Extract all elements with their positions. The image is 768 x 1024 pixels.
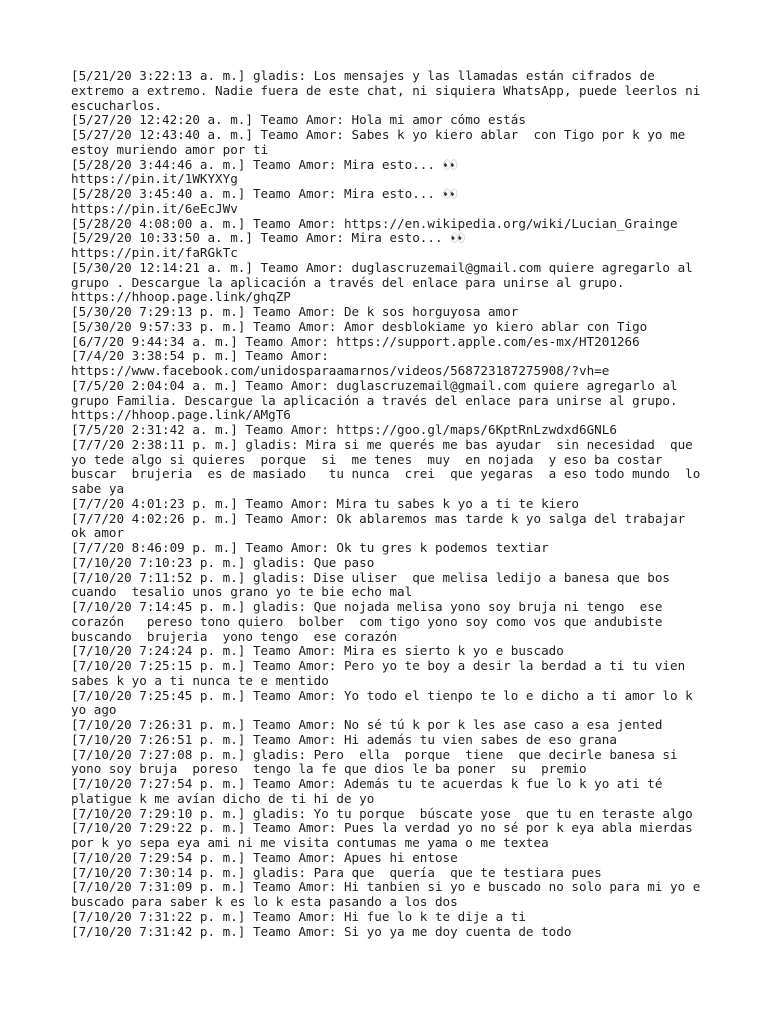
transcript-line: [7/10/20 7:27:08 p. m.] gladis: Pero ella porque tiene que decirle banesa si	[71, 746, 678, 762]
transcript-line: [5/28/20 4:08:00 a. m.] Teamo Amor: https://en.wikipedia.org/wiki/Lucian_Grainge	[71, 215, 678, 231]
transcript-line: platigue k me avían dicho de ti hi de yo	[71, 790, 375, 806]
transcript-line: [7/10/20 7:29:54 p. m.] Teamo Amor: Apues hi entose	[71, 849, 458, 865]
transcript-line: [7/10/20 7:29:10 p. m.] gladis: Yo tu porque búscate yose que tu en teraste algo	[71, 805, 693, 821]
transcript-line: [7/10/20 7:30:14 p. m.] gladis: Para que quería que te testiara pues	[71, 864, 602, 880]
transcript-line: estoy muriendo amor por ti	[71, 141, 269, 157]
transcript-line: https://hhoop.page.link/ghqZP	[71, 289, 291, 305]
transcript-line: [7/7/20 2:38:11 p. m.] gladis: Mira si me querés me bas ayudar sin necesidad que	[71, 436, 693, 452]
transcript-line: [7/7/20 4:01:23 p. m.] Teamo Amor: Mira tu sabes k yo a ti te kiero	[71, 495, 579, 511]
transcript-line: [7/4/20 3:38:54 p. m.] Teamo Amor:	[71, 348, 329, 364]
transcript-line: https://hhoop.page.link/AMgT6	[71, 407, 291, 423]
transcript-line: https://pin.it/faRGkTc	[71, 245, 238, 260]
transcript-line: [7/10/20 7:29:22 p. m.] Teamo Amor: Pues la verdad yo no sé por k eya abla mierdas	[71, 820, 693, 836]
chat-transcript	[71, 69, 701, 939]
transcript-line: grupo Familia. Descargue la aplicación a través del enlace para unirse al grupo.	[71, 392, 678, 408]
transcript-line: [5/30/20 12:14:21 a. m.] Teamo Amor: duglascruzemail@gmail.com quiere agregarlo al	[71, 259, 693, 275]
transcript-line: [7/10/20 7:27:54 p. m.] Teamo Amor: Además tu te acuerdas k fue lo k yo ati té	[71, 776, 663, 791]
transcript-line: escucharlos.	[71, 97, 162, 113]
transcript-line: [7/10/20 7:31:22 p. m.] Teamo Amor: Hi fue lo k te dije a ti	[71, 908, 526, 924]
transcript-line: [7/5/20 2:04:04 a. m.] Teamo Amor: duglascruzemail@gmail.com quiere agregarlo al	[71, 377, 678, 393]
transcript-line: corazón pereso tono quiero bolber com tigo yono soy como vos que andubiste	[71, 613, 663, 629]
transcript-line: https://www.facebook.com/unidosparaamarnos/videos/568723187275908/?vh=e	[71, 363, 610, 378]
transcript-line: [5/27/20 12:42:20 a. m.] Teamo Amor: Hola mi amor cómo estás	[71, 112, 526, 128]
transcript-line: [7/10/20 7:25:45 p. m.] Teamo Amor: Yo todo el tienpo te lo e dicho a ti amor lo k	[71, 687, 693, 703]
transcript-line: [5/28/20 3:44:46 a. m.] Teamo Amor: Mira esto... 👀	[71, 156, 459, 172]
transcript-line: extremo a extremo. Nadie fuera de este chat, ni siquiera WhatsApp, puede leerlos ni	[71, 82, 701, 98]
transcript-line: cuando tesalio unos grano yo te bie echo mal	[71, 584, 413, 600]
transcript-line: [7/7/20 4:02:26 p. m.] Teamo Amor: Ok ablaremos mas tarde k yo salga del trabajar	[71, 510, 686, 526]
transcript-line: [7/10/20 7:25:15 p. m.] Teamo Amor: Pero yo te boy a desir la berdad a ti tu vien	[71, 658, 686, 673]
transcript-line: [7/10/20 7:10:23 p. m.] gladis: Que paso	[71, 554, 375, 570]
transcript-line: [7/10/20 7:26:51 p. m.] Teamo Amor: Hi además tu vien sabes de eso grana	[71, 731, 617, 747]
transcript-line: [7/10/20 7:14:45 p. m.] gladis: Que nojada melisa yono soy bruja ni tengo ese	[71, 599, 663, 614]
transcript-line: [7/10/20 7:11:52 p. m.] gladis: Dise uliser que melisa ledijo a banesa que bos	[71, 569, 670, 585]
transcript-line: buscado para saber k es lo k esta pasando a los dos	[71, 894, 458, 909]
transcript-line: sabe ya	[71, 481, 125, 496]
transcript-line: [5/29/20 10:33:50 a. m.] Teamo Amor: Mira esto... 👀	[71, 230, 466, 246]
transcript-line: ok amor	[71, 525, 125, 541]
transcript-line: yo ago	[71, 702, 117, 718]
transcript-line: [5/28/20 3:45:40 a. m.] Teamo Amor: Mira esto... 👀	[71, 186, 459, 201]
transcript-line: https://pin.it/1WKYXYg	[71, 171, 238, 187]
transcript-line: sabes k yo a ti nunca te e mentido	[71, 672, 329, 688]
transcript-line: [7/10/20 7:31:42 p. m.] Teamo Amor: Si yo ya me doy cuenta de todo	[71, 923, 572, 939]
transcript-line: por k yo sepa eya ami ni me visita contumas me yama o me textea	[71, 835, 549, 850]
transcript-line: buscar brujeria es de masiado tu nunca crei que yegaras a eso todo mundo lo	[71, 466, 701, 482]
transcript-line: [5/30/20 7:29:13 p. m.] Teamo Amor: De k sos horguyosa amor	[71, 304, 519, 319]
transcript-line: yono soy bruja poreso tengo la fe que dios le ba poner su premio	[71, 761, 587, 777]
transcript-line: [5/27/20 12:43:40 a. m.] Teamo Amor: Sabes k yo kiero ablar con Tigo por k yo me	[71, 127, 686, 142]
transcript-line: buscando brujeria yono tengo ese corazón	[71, 628, 398, 644]
transcript-line: [7/10/20 7:24:24 p. m.] Teamo Amor: Mira es sierto k yo e buscado	[71, 643, 564, 659]
transcript-line: [5/30/20 9:57:33 p. m.] Teamo Amor: Amor desblokiame yo kiero ablar con Tigo	[71, 318, 648, 334]
transcript-line: [7/10/20 7:26:31 p. m.] Teamo Amor: No sé tú k por k les ase caso a esa jented	[71, 717, 663, 732]
transcript-line: [6/7/20 9:44:34 a. m.] Teamo Amor: https://support.apple.com/es-mx/HT201266	[71, 333, 640, 349]
transcript-line: https://pin.it/6eEcJWv	[71, 200, 238, 216]
transcript-line: [5/21/20 3:22:13 a. m.] gladis: Los mensajes y las llamadas están cifrados de	[71, 68, 655, 83]
transcript-line: [7/10/20 7:31:09 p. m.] Teamo Amor: Hi tanbien si yo e buscado no solo para mi yo e	[71, 879, 701, 895]
transcript-line: [7/5/20 2:31:42 a. m.] Teamo Amor: https://goo.gl/maps/6KptRnLzwdxd6GNL6	[71, 422, 617, 437]
transcript-line: grupo . Descargue la aplicación a través del enlace para unirse al grupo.	[71, 274, 625, 290]
transcript-line: [7/7/20 8:46:09 p. m.] Teamo Amor: Ok tu gres k podemos textiar	[71, 540, 549, 555]
transcript-line: yo tede algo si quieres porque si me tenes muy en nojada y eso ba costar	[71, 451, 663, 467]
